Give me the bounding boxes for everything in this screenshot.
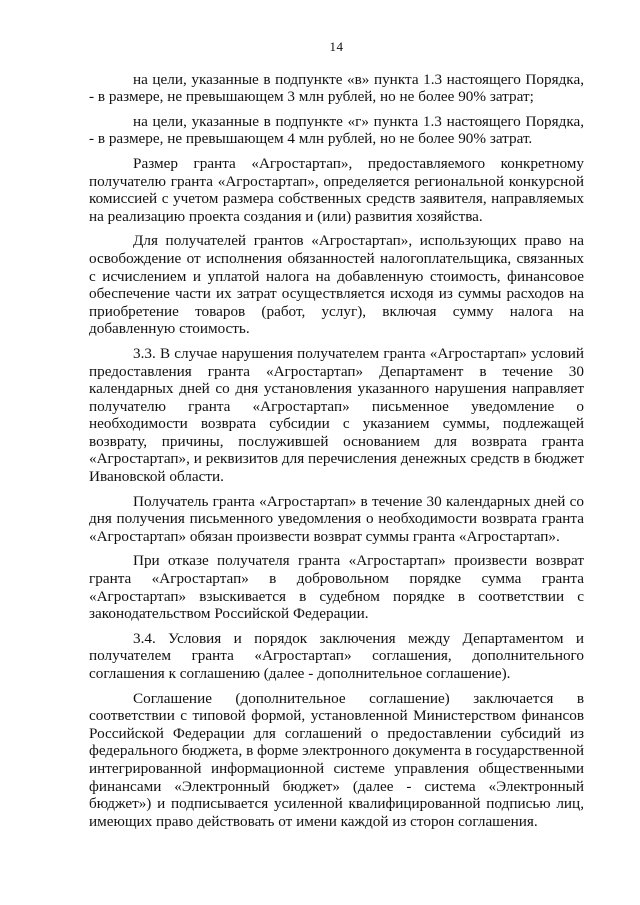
paragraph-refund-refusal: При отказе получателя гранта «Агростартап» произвести возврат гранта «Агростартап» в добровольном порядке сумма гранта «Агростартап» взыскивается в судебном порядке в соответствии с законодательством Российской Федерации. [89, 552, 584, 623]
paragraph-grant-size: Размер гранта «Агростартап», предоставляемого конкретному получателю гранта «Агростартап», определяется региональной конкурсной комиссией с учетом размера собственных средств заявителя, направляемых на реализацию проекта создания и (или) развития хозяйства. [89, 154, 584, 225]
paragraph-target-g: на цели, указанные в подпункте «г» пункта 1.3 настоящего Порядка, - в размере, не превышающем 4 млн рублей, но не более 90% затрат. [89, 112, 584, 148]
paragraph-section-3-4: 3.4. Условия и порядок заключения между Департаментом и получателем гранта «Агростартап» соглашения, дополнительного соглашения к соглашению (далее - дополнительное соглашение). [89, 629, 584, 682]
document-body [89, 71, 584, 831]
paragraph-target-v: на цели, указанные в подпункте «в» пункта 1.3 настоящего Порядка, - в размере, не превышающем 3 млн рублей, но не более 90% затрат; [89, 70, 584, 106]
paragraph-agreement-form: Соглашение (дополнительное соглашение) заключается в соответствии с типовой формой, установленной Министерством финансов Российской Федерации для соглашений о предоставлении субсидий из федерального бюджета, в форме электронного документа в государственной интегрированной информационной системе управления общественными финансами «Электронный бюджет» (далее - система «Электронный бюджет») и подписывается усиленной квалифицированной подписью лиц, имеющих право действовать от имени каждой из сторон соглашения. [89, 689, 584, 830]
paragraph-section-3-3: 3.3. В случае нарушения получателем гранта «Агростартап» условий предоставления гранта «Агростартап» Департамент в течение 30 календарных дней со дня установления указанного нарушения направляет получателю гранта «Агростартап» письменное уведомление о необходимости возврата субсидии с указанием суммы, подлежащей возврату, причины, послужившей основанием для возврата гранта «Агростартап», и реквизитов для перечисления денежных средств в бюджет Ивановской области. [89, 344, 584, 486]
paragraph-refund-deadline: Получатель гранта «Агростартап» в течение 30 календарных дней со дня получения письменного уведомления о необходимости возврата гранта «Агростартап» обязан произвести возврат суммы гранта «Агростартап». [89, 492, 584, 545]
page-number: 14 [329, 39, 344, 54]
paragraph-vat-exemption: Для получателей грантов «Агростартап», использующих право на освобождение от исполнения обязанностей налогоплательщика, связанных с исчислением и уплатой налога на добавленную стоимость, финансовое обеспечение части их затрат осуществляется исходя из суммы расходов на приобретение товаров (работ, услуг), включая сумму налога на добавленную стоимость. [89, 232, 584, 338]
